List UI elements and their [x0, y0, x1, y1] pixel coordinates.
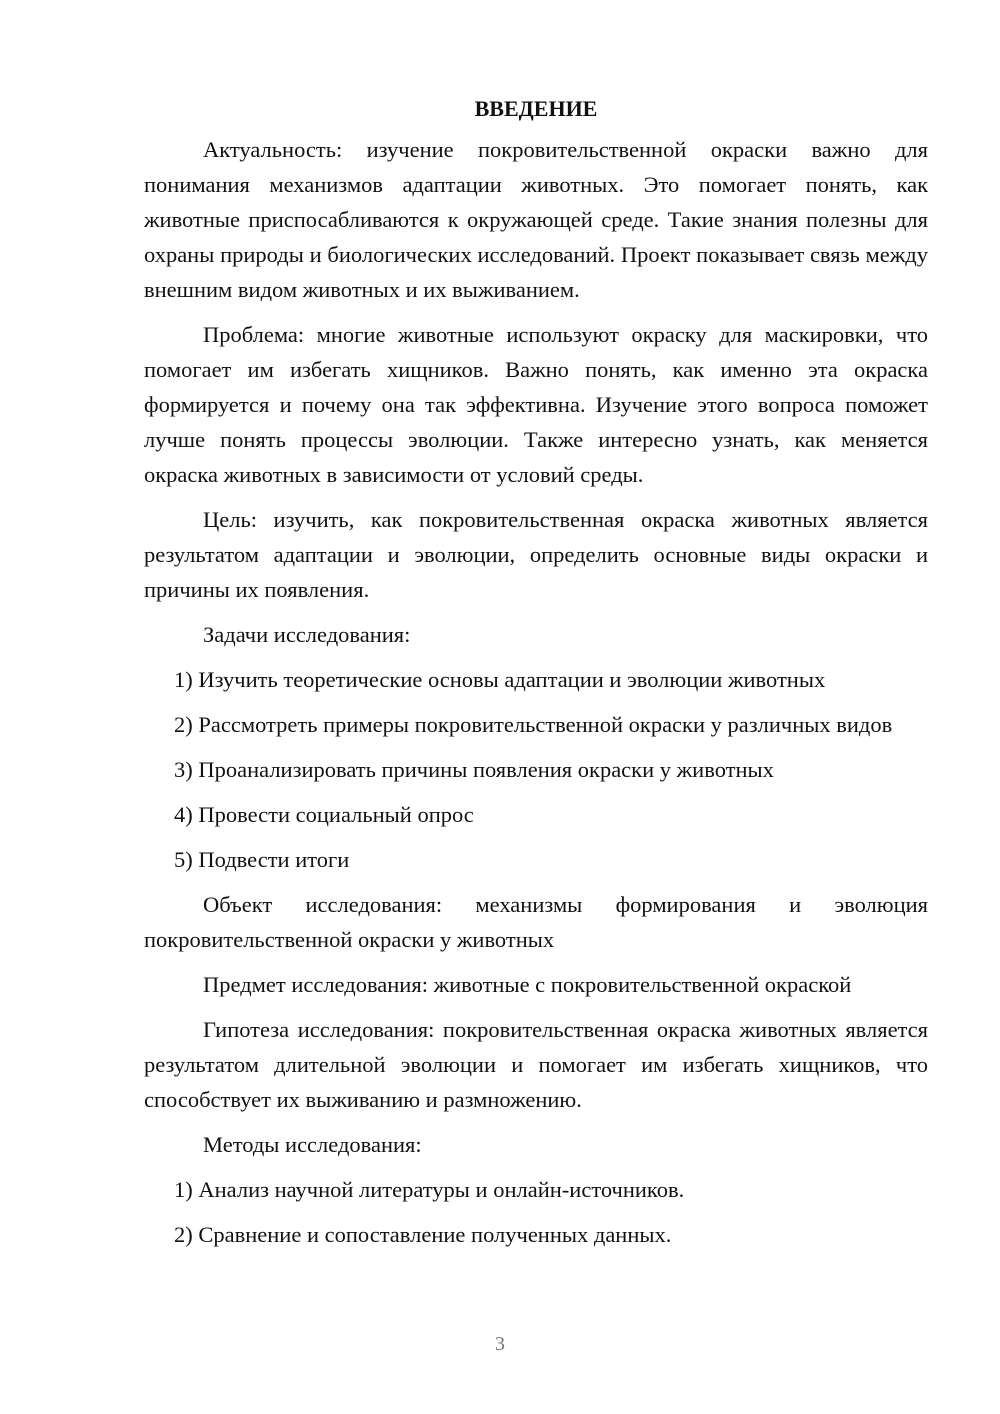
task-item: 1) Изучить теоретические основы адаптации и эволюции животных — [174, 667, 826, 692]
task-item: 5) Подвести итоги — [174, 847, 350, 872]
hypothesis-paragraph: Гипотеза исследования: покровительственная окраска животных является результатом длительной эволюции и помогает им избегать хищников, что способствует их выживанию и размножению. — [144, 1017, 928, 1112]
task-item: 4) Провести социальный опрос — [174, 802, 474, 827]
subject-paragraph: Предмет исследования: животные с покровительственной окраской — [203, 972, 852, 997]
page-number: 3 — [495, 1333, 505, 1355]
method-item: 1) Анализ научной литературы и онлайн-источников. — [174, 1177, 685, 1202]
page-title: ВВЕДЕНИЕ — [474, 96, 598, 121]
document-page — [144, 92, 928, 1262]
tasks-heading: Задачи исследования: — [203, 622, 411, 647]
object-paragraph: Объект исследования: механизмы формирования и эволюция покровительственной окраски у животных — [144, 892, 928, 952]
method-item: 2) Сравнение и сопоставление полученных данных. — [174, 1222, 672, 1247]
task-item: 3) Проанализировать причины появления окраски у животных — [174, 757, 774, 782]
relevance-paragraph: Актуальность: изучение покровительственной окраски важно для понимания механизмов адаптации животных. Это помогает понять, как животные приспосабливаются к окружающей среде. Такие знания полезны для охраны природы и биологических исследований. Проект показывает связь между внешним видом животных и их выживанием. — [144, 137, 928, 302]
problem-paragraph: Проблема: многие животные используют окраску для маскировки, что помогает им избегать хищников. Важно понять, как именно эта окраска формируется и почему она так эффективна. Изучение этого вопроса поможет лучше понять процессы эволюции. Также интересно узнать, как меняется окраска животных в зависимости от условий среды. — [144, 322, 928, 487]
methods-heading: Методы исследования: — [203, 1132, 422, 1157]
task-item: 2) Рассмотреть примеры покровительственной окраски у различных видов — [174, 712, 893, 737]
goal-paragraph: Цель: изучить, как покровительственная окраска животных является результатом адаптации и эволюции, определить основные виды окраски и причины их появления. — [144, 507, 928, 602]
